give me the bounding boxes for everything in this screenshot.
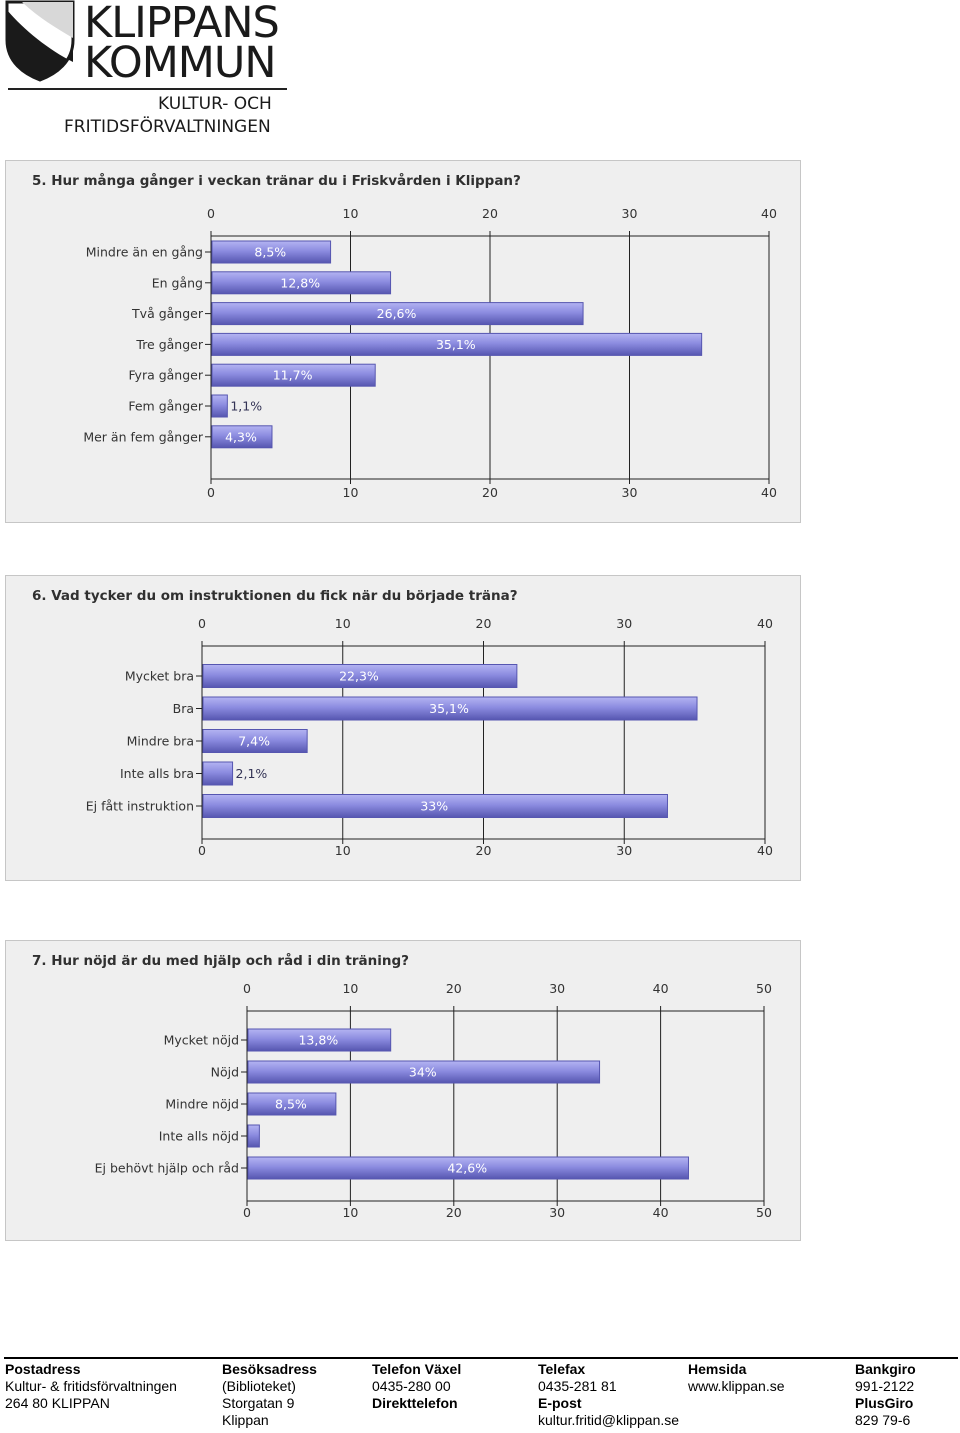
tick-label-bottom: 20 <box>475 843 492 858</box>
chart-q5-plot <box>6 161 802 524</box>
footer-col-bankgiro <box>855 1361 916 1429</box>
bar-value-label: 35,1% <box>429 701 469 716</box>
footer-col-telefax <box>538 1361 679 1429</box>
footer-text <box>5 1412 177 1429</box>
tick-label-top: 0 <box>198 616 206 631</box>
category-label: Ej behövt hjälp och råd <box>94 1160 239 1176</box>
tick-label-bottom: 0 <box>243 1205 251 1220</box>
footer-text: Postadress <box>5 1361 81 1377</box>
bar-value-label: 8,5% <box>275 1096 307 1112</box>
category-label: Nöjd <box>210 1064 239 1080</box>
footer-text: Klippan <box>222 1412 269 1428</box>
footer-text <box>688 1412 785 1429</box>
tick-label-bottom: 0 <box>207 485 215 500</box>
footer-text: Kultur- & fritidsförvaltningen <box>5 1378 177 1394</box>
tick-label-top: 10 <box>342 206 359 221</box>
category-label: Mer än fem gånger <box>83 429 203 445</box>
tick-label-top: 0 <box>207 206 215 221</box>
footer-text: Bankgiro <box>855 1361 916 1377</box>
category-label: Mycket nöjd <box>163 1032 239 1048</box>
tick-label-bottom: 20 <box>445 1205 462 1220</box>
category-label: Mindre nöjd <box>165 1096 239 1112</box>
tick-label-bottom: 30 <box>621 485 638 500</box>
chart-title: 7. Hur nöjd är du med hjälp och råd i din träning? <box>32 953 409 969</box>
bar-value-label: 13,8% <box>298 1032 339 1048</box>
footer-text: 829 79-6 <box>855 1412 911 1428</box>
tick-label-top: 10 <box>334 616 351 631</box>
tick-label-top: 0 <box>243 981 251 996</box>
bar <box>212 395 227 417</box>
footer-col-hemsida <box>688 1361 785 1429</box>
chart-title: 5. Hur många gånger i veckan tränar du i Friskvården i Klippan? <box>32 173 521 189</box>
bar-value-label: 42,6% <box>447 1160 488 1176</box>
tick-label-top: 40 <box>652 981 669 996</box>
chart-q6-plot <box>6 576 802 882</box>
footer-text <box>688 1395 785 1412</box>
category-label: Inte alls nöjd <box>158 1128 239 1144</box>
tick-label-bottom: 40 <box>761 485 777 500</box>
header-logo <box>4 0 294 142</box>
chart-panel-q5 <box>5 160 801 523</box>
footer-text: 991-2122 <box>855 1378 915 1394</box>
tick-label-top: 30 <box>616 616 633 631</box>
footer-text <box>372 1412 461 1429</box>
tick-label-bottom: 10 <box>334 843 351 858</box>
bar <box>203 762 233 785</box>
footer-text: Telefax <box>538 1361 586 1377</box>
bar-value-label: 12,8% <box>280 275 321 291</box>
footer-col-postadress <box>5 1361 177 1429</box>
tick-label-bottom: 10 <box>342 485 359 500</box>
category-label: Fem gånger <box>128 398 203 414</box>
bar-value-label: 8,5% <box>254 244 287 260</box>
category-label: Mycket bra <box>124 668 194 684</box>
coat-of-arms-icon <box>4 0 76 82</box>
logo-line-2: KOMMUN <box>84 38 276 88</box>
footer-text: Telefon Växel <box>372 1361 462 1377</box>
category-label: Fyra gånger <box>128 367 203 383</box>
category-label: Ej fått instruktion <box>85 798 194 814</box>
bar-value-label: 4,3% <box>225 429 257 445</box>
footer-text: 264 80 KLIPPAN <box>5 1395 110 1411</box>
footer-divider <box>4 1357 958 1359</box>
tick-label-top: 30 <box>621 206 638 221</box>
category-label: Bra <box>172 701 194 716</box>
tick-label-top: 20 <box>482 206 498 221</box>
footer-text: 0435-280 00 <box>372 1378 451 1394</box>
logo-subtitle-1: KULTUR- OCH <box>158 94 272 114</box>
logo-line-1: KLIPPANS <box>84 0 279 48</box>
tick-label-top: 30 <box>549 981 566 996</box>
tick-label-bottom: 20 <box>482 485 498 500</box>
tick-label-top: 40 <box>761 206 777 221</box>
tick-label-top: 10 <box>342 981 359 996</box>
bar-value-label: 2,1% <box>235 766 268 781</box>
footer-text: (Biblioteket) <box>222 1378 296 1394</box>
footer-email-link[interactable]: kultur.fritid@klippan.se <box>538 1412 680 1428</box>
category-label: Två gånger <box>132 306 203 322</box>
bar <box>248 1125 259 1147</box>
footer-text: Storgatan 9 <box>222 1395 295 1411</box>
logo-subtitle-2: FRITIDSFÖRVALTNINGEN <box>64 117 271 137</box>
bar-value-label: 35,1% <box>435 336 476 352</box>
tick-label-bottom: 0 <box>198 843 206 858</box>
bar-value-label: 33% <box>420 798 449 814</box>
category-label: Mindre bra <box>126 733 194 749</box>
category-label: Tre gånger <box>136 336 203 352</box>
footer-text: Direkttelefon <box>372 1395 458 1411</box>
footer-text: Hemsida <box>688 1361 747 1377</box>
footer-col-besoksadress <box>222 1361 317 1429</box>
footer-text: 0435-281 81 <box>538 1378 617 1394</box>
chart-q7-plot <box>6 941 802 1242</box>
logo-divider <box>8 88 287 90</box>
bar-value-label: 34% <box>408 1064 437 1080</box>
chart-title: 6. Vad tycker du om instruktionen du fick när du började träna? <box>32 588 518 604</box>
tick-label-top: 50 <box>756 981 772 996</box>
tick-label-top: 20 <box>445 981 462 996</box>
chart-panel-q6 <box>5 575 801 881</box>
category-label: Inte alls bra <box>120 766 194 781</box>
tick-label-top: 40 <box>757 616 773 631</box>
bar-value-label: 26,6% <box>376 306 417 322</box>
category-label: En gång <box>151 275 203 291</box>
tick-label-bottom: 30 <box>549 1205 566 1220</box>
chart-panel-q7 <box>5 940 801 1241</box>
footer-text: PlusGiro <box>855 1395 914 1411</box>
tick-label-bottom: 40 <box>757 843 773 858</box>
bar-value-label: 11,7% <box>272 367 313 383</box>
bar-value-label: 1,1% <box>230 398 263 414</box>
tick-label-top: 20 <box>475 616 492 631</box>
tick-label-bottom: 30 <box>616 843 633 858</box>
tick-label-bottom: 50 <box>756 1205 772 1220</box>
category-label: Mindre än en gång <box>85 244 203 260</box>
footer-col-telefon <box>372 1361 461 1429</box>
tick-label-bottom: 10 <box>342 1205 359 1220</box>
footer-text: Besöksadress <box>222 1361 317 1377</box>
tick-label-bottom: 40 <box>652 1205 669 1220</box>
footer-website-link[interactable]: www.klippan.se <box>688 1378 785 1394</box>
bar-value-label: 7,4% <box>238 733 270 749</box>
bar-value-label: 22,3% <box>339 668 379 684</box>
footer-text: E-post <box>538 1395 582 1411</box>
